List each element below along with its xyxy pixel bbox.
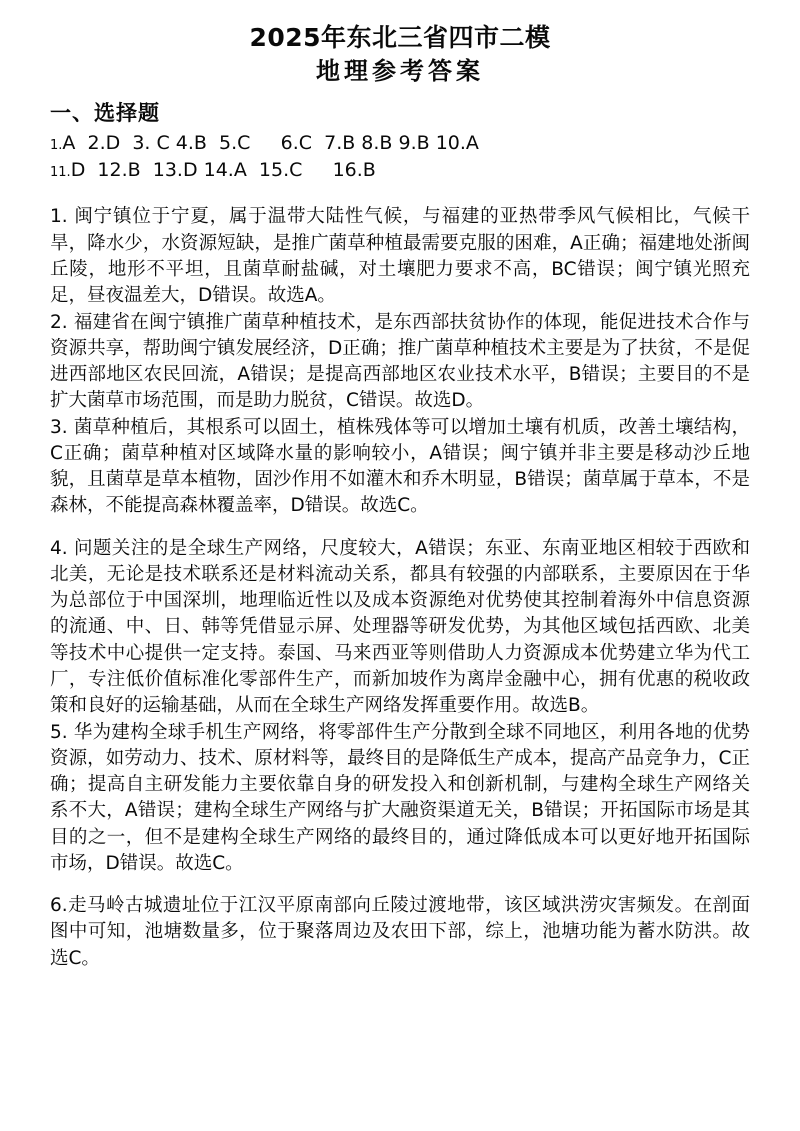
answer-row [50, 158, 772, 184]
answer-row-lead: 1. [50, 138, 63, 154]
answer-row-text: A 2.D 3. C 4.B 5.C 6.C 7.B 8.B 9.B 10.A [62, 132, 479, 155]
answer-row-lead: 11. [50, 164, 71, 180]
page-title: 2025年东北三省四市二模 [249, 23, 551, 52]
explanation-paragraph: 4. 问题关注的是全球生产网络，尺度较大，A错误；东亚、东南亚地区相较于西欧和北美，无论是技术联系还是材料流动关系，都具有较强的内部联系，主要原因在于华为总部位于中国深圳，地理临近性以及成本资源绝对优势使其控制着海外中信息资源的流通、中、日、韩等凭借显示屏、处理器等研发优势，为其他区域包括西欧、北美等技术中心提供一定支持。泰国、马来西亚等则借助人力资源成本优势建立华为代工厂，专注低价值标准化零部件生产，而新加坡作为离岸金融中心，拥有优惠的税收政策和良好的运输基础，从而在全球生产网络发挥重要作用。故选B。 [50, 537, 750, 717]
paragraph-gap [50, 520, 750, 536]
section-heading-choice: 一、选择题 [50, 101, 160, 126]
paragraph-gap [50, 877, 750, 893]
explanation-paragraph: 6.走马岭古城遗址位于江汉平原南部向丘陵过渡地带，该区域洪涝灾害频发。在剖面图中可知，池塘数量多，位于聚落周边及农田下部，综上，池塘功能为蓄水防洪。故选C。 [50, 895, 750, 969]
answer-row [50, 131, 772, 157]
answer-row-text: D 12.B 13.D 14.A 15.C 16.B [70, 158, 376, 181]
explanation-paragraph: 2. 福建省在闽宁镇推广菌草种植技术，是东西部扶贫协作的体现，能促进技术合作与资源共享，帮助闽宁镇发展经济，D正确；推广菌草种植技术主要是为了扶贫，不是促进西部地区农民回流，A错误；是提高西部地区农业技术水平，B错误；主要目的不是扩大菌草市场范围，而是助力脱贫，C错误。故选D。 [50, 311, 750, 412]
explanation-paragraph: 1. 闽宁镇位于宁夏，属于温带大陆性气候，与福建的亚热带季风气候相比，气候干旱，降水少，水资源短缺，是推广菌草种植最需要克服的困难，A正确；福建地处浙闽丘陵，地形不平坦，且菌草耐盐碱，对土壤肥力要求不高，BC错误；闽宁镇光照充足，昼夜温差大，D错误。故选A。 [50, 206, 750, 307]
explanation-paragraph: 3. 菌草种植后，其根系可以固土，植株残体等可以增加土壤有机质，改善土壤结构，C正确；菌草种植对区域降水量的影响较小，A错误；闽宁镇并非主要是移动沙丘地貌，且菌草是草本植物，固沙作用不如灌木和乔木明显，B错误；菌草属于草本，不是森林，不能提高森林覆盖率，D错误。故选C。 [50, 416, 750, 517]
page-subtitle: 地理参考答案 [316, 57, 484, 85]
explanations-block [50, 204, 750, 971]
explanation-paragraph: 5. 华为建构全球手机生产网络，将零部件生产分散到全球不同地区，利用各地的优势资源，如劳动力、技术、原材料等，最终目的是降低生产成本，提高产品竞争力，C正确；提高自主研发能力主要依靠自身的研发投入和创新机制，与建构全球生产网络关系不大，A错误；建构全球生产网络与扩大融资渠道无关，B错误；开拓国际市场是其目的之一，但不是建构全球生产网络的最终目的，通过降低成本可以更好地开拓国际市场，D错误。故选C。 [50, 721, 750, 874]
spacer [28, 184, 772, 204]
